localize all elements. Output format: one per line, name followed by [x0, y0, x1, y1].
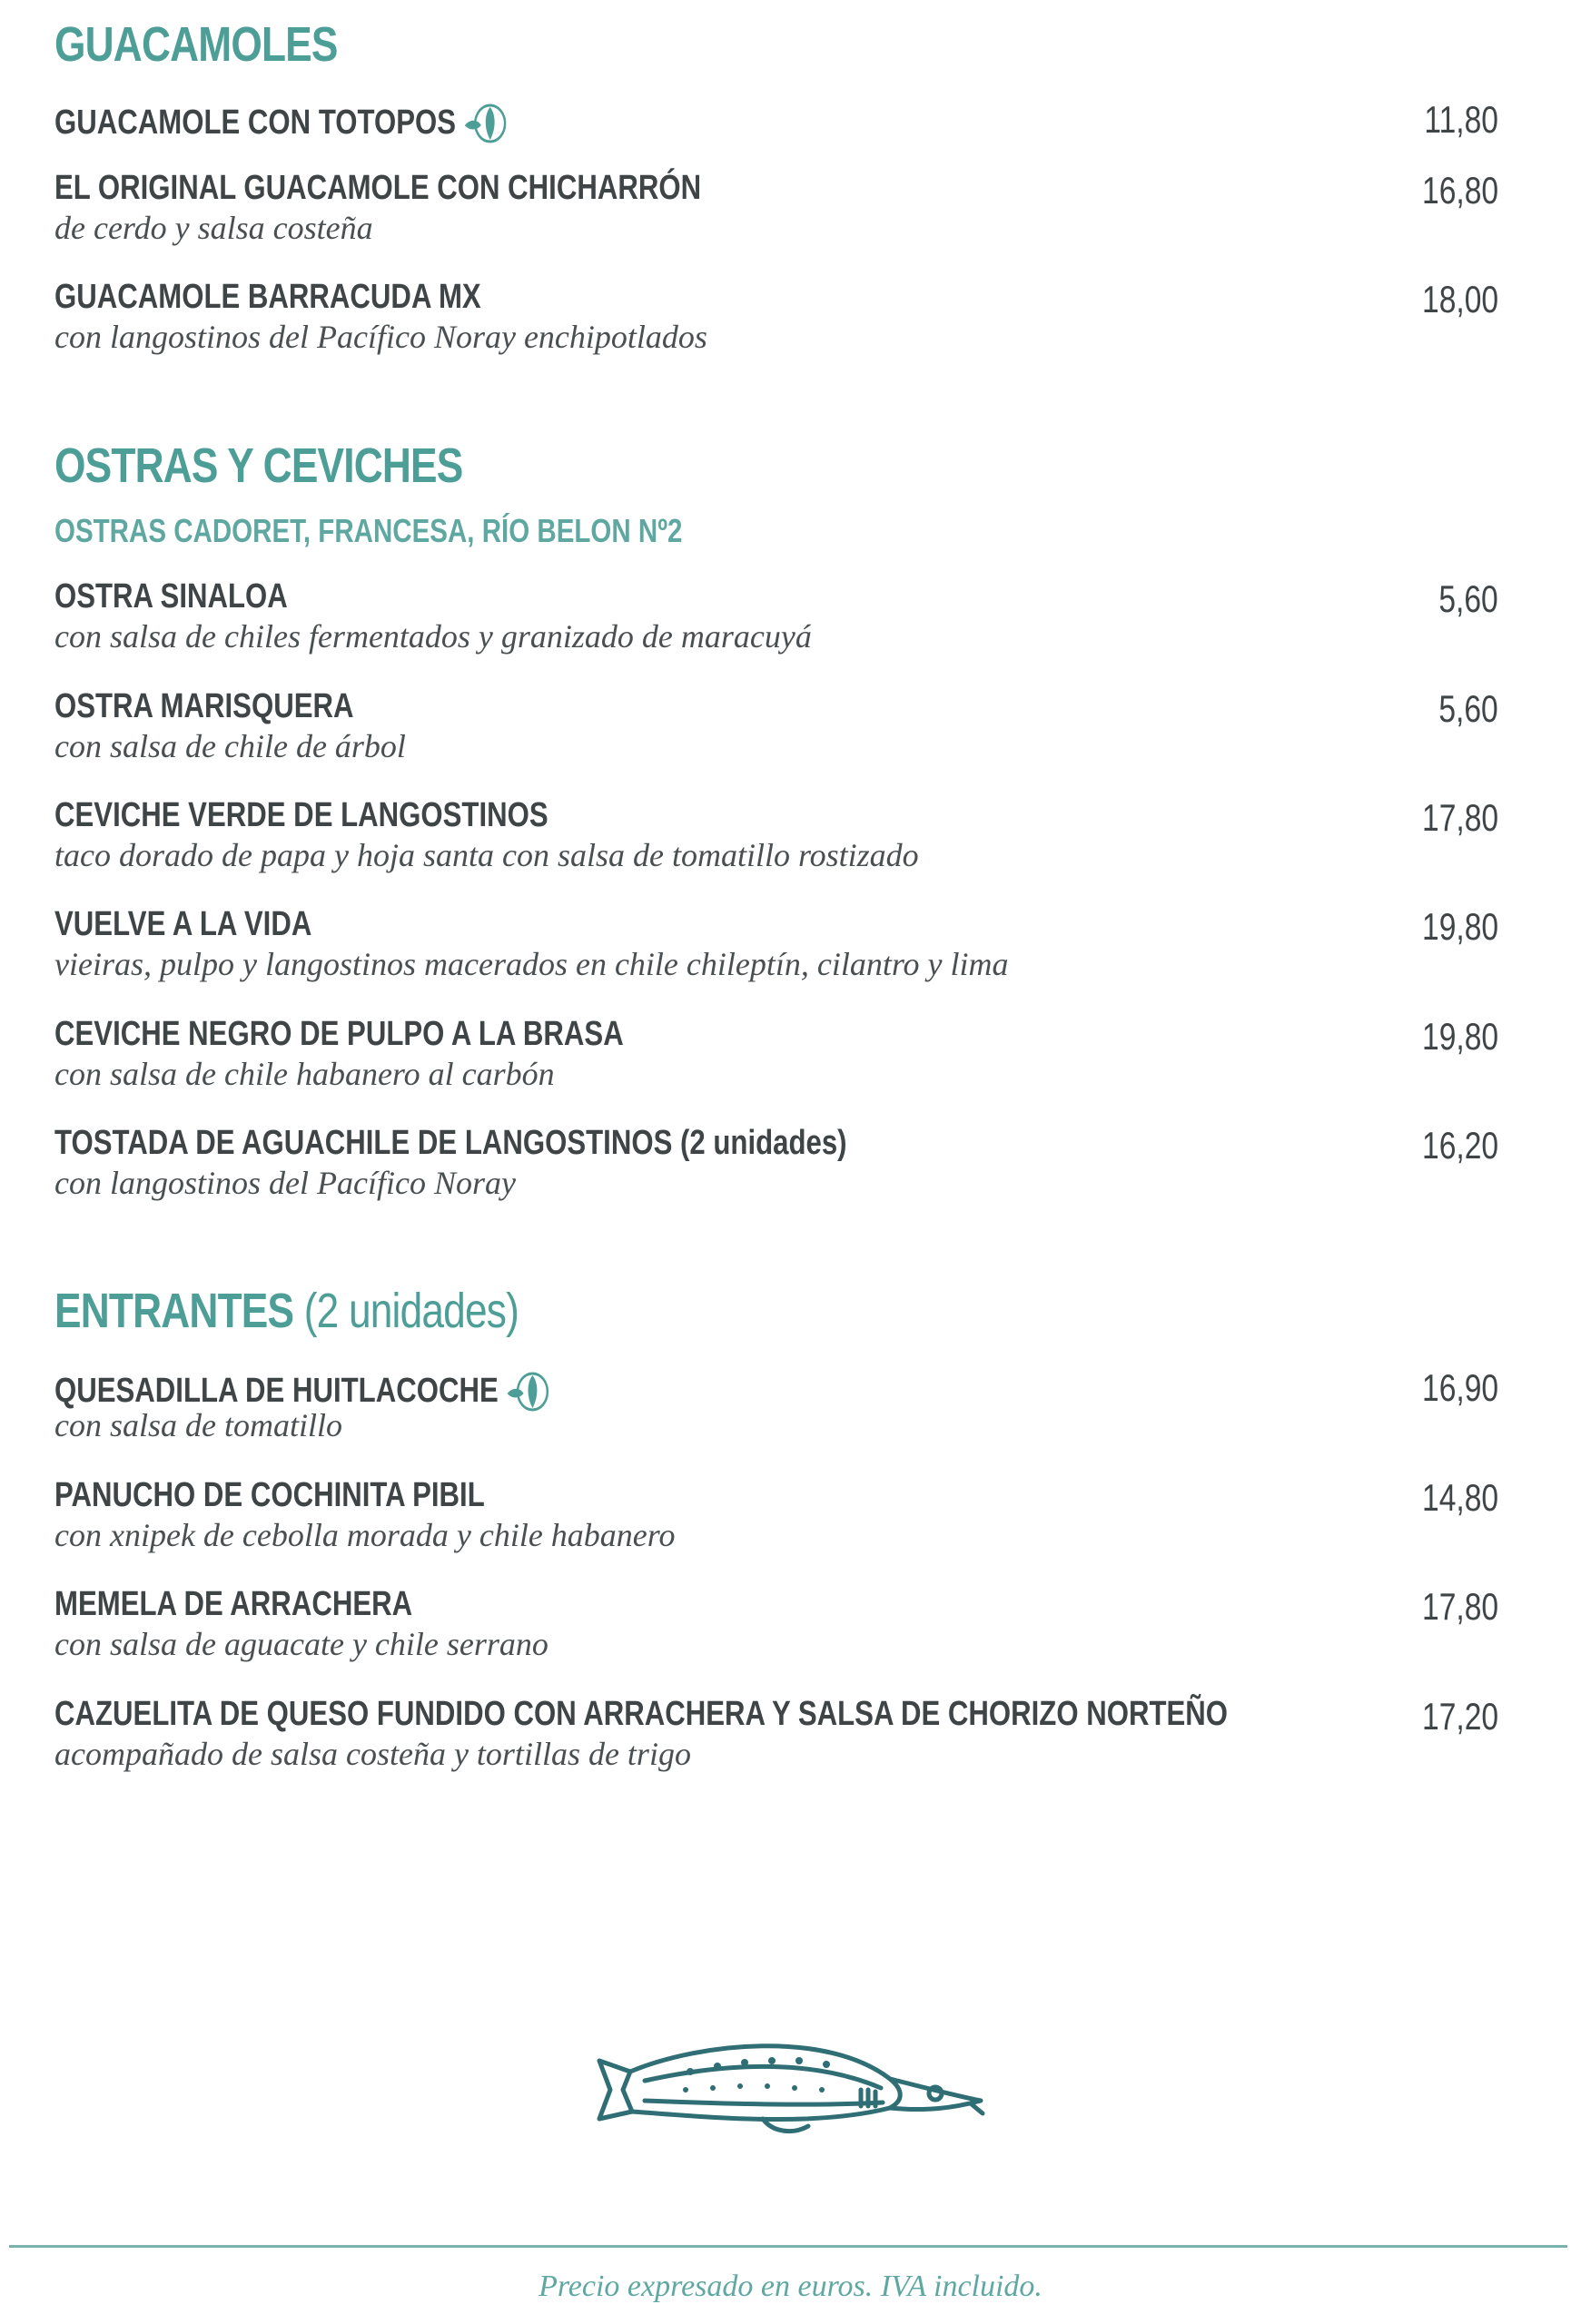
item-name: PANUCHO DE COCHINITA PIBIL [54, 1476, 485, 1514]
item-price: 14,80 [1421, 1476, 1498, 1519]
section-title-entrantes: ENTRANTES (2 unidades) [54, 1284, 519, 1338]
item-description: de cerdo y salsa costeña [54, 210, 373, 246]
item-name: EL ORIGINAL GUACAMOLE CON CHICHARRÓN [54, 169, 702, 207]
item-price: 16,90 [1421, 1366, 1498, 1409]
item-price: 11,80 [1424, 98, 1498, 141]
item-price: 19,80 [1421, 1015, 1498, 1058]
item-name: VUELVE A LA VIDA [54, 905, 312, 943]
section-title-guacamoles: GUACAMOLES [54, 17, 338, 72]
item-price: 17,80 [1421, 796, 1498, 839]
item-name: GUACAMOLE CON TOTOPOS [54, 98, 509, 147]
item-price: 16,80 [1421, 169, 1498, 212]
section-subtitle-ostras: OSTRAS CADORET, FRANCESA, RÍO BELON Nº2 [54, 512, 683, 549]
item-description: con salsa de chiles fermentados y granizado de maracuyá [54, 618, 812, 655]
item-name: CEVICHE VERDE DE LANGOSTINOS [54, 796, 548, 834]
item-name: CAZUELITA DE QUESO FUNDIDO CON ARRACHERA Y SALSA DE CHORIZO NORTEÑO [54, 1695, 1229, 1733]
item-name: CEVICHE NEGRO DE PULPO A LA BRASA [54, 1015, 624, 1053]
item-name: TOSTADA DE AGUACHILE DE LANGOSTINOS (2 unidades) [54, 1124, 847, 1162]
item-price: 5,60 [1438, 577, 1498, 620]
item-name: OSTRA MARISQUERA [54, 687, 354, 725]
item-description: vieiras, pulpo y langostinos macerados en chile chileptín, cilantro y lima [54, 946, 1009, 982]
item-description: con langostinos del Pacífico Noray enchipotlados [54, 319, 707, 355]
item-description: taco dorado de papa y hoja santa con salsa de tomatillo rostizado [54, 837, 919, 873]
item-description: con langostinos del Pacífico Noray [54, 1165, 516, 1201]
item-price: 17,80 [1421, 1585, 1498, 1628]
item-name: MEMELA DE ARRACHERA [54, 1585, 413, 1623]
item-name: GUACAMOLE BARRACUDA MX [54, 278, 481, 316]
item-price: 5,60 [1438, 687, 1498, 730]
item-price: 19,80 [1421, 905, 1498, 948]
vegetarian-leaf-icon [504, 1366, 551, 1415]
price-note: Precio expresado en euros. IVA incluido. [539, 2270, 1042, 2303]
item-description: acompañado de salsa costeña y tortillas de trigo [54, 1736, 691, 1772]
vegetarian-leaf-icon [462, 98, 509, 147]
section-title-ostras: OSTRAS Y CEVICHES [54, 438, 463, 493]
item-description: con xnipek de cebolla morada y chile habanero [54, 1517, 676, 1553]
item-description: con salsa de chile habanero al carbón [54, 1056, 555, 1092]
item-price: 18,00 [1421, 278, 1498, 320]
item-price: 16,20 [1421, 1124, 1498, 1167]
barracuda-fish-icon [590, 2024, 990, 2142]
item-name: QUESADILLA DE HUITLACOCHE [54, 1366, 552, 1415]
item-description: con salsa de chile de árbol [54, 728, 406, 764]
item-price: 17,20 [1421, 1695, 1498, 1738]
item-name: OSTRA SINALOA [54, 577, 288, 615]
footer-divider [9, 2245, 1567, 2248]
item-description: con salsa de tomatillo [54, 1407, 342, 1443]
item-description: con salsa de aguacate y chile serrano [54, 1626, 548, 1662]
